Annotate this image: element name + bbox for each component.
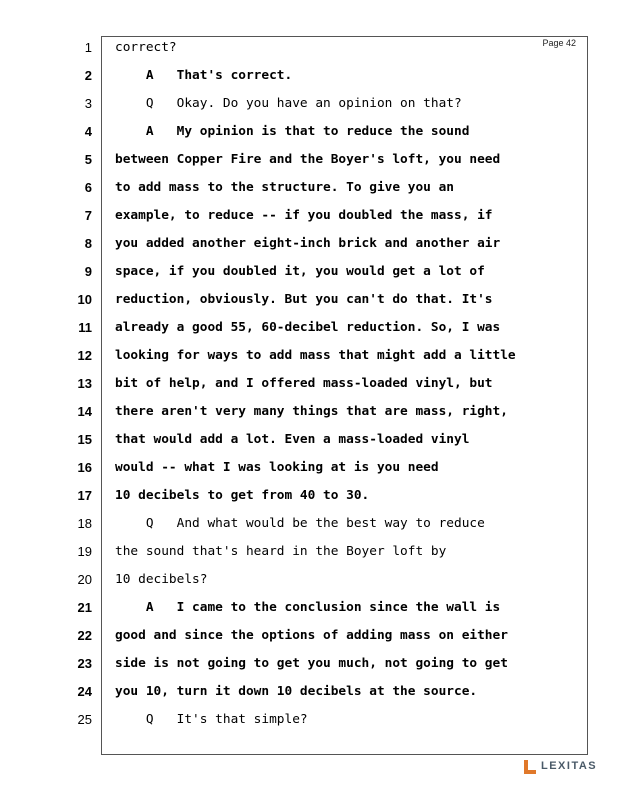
line-number: 15 bbox=[77, 432, 92, 447]
transcript-line: Q It's that simple? bbox=[115, 712, 308, 727]
transcript-line: Q Okay. Do you have an opinion on that? bbox=[115, 96, 462, 111]
transcript-line: space, if you doubled it, you would get a lot of bbox=[115, 264, 485, 279]
lexitas-logo bbox=[524, 756, 597, 776]
line-number: 16 bbox=[77, 460, 92, 475]
lexitas-logo-mark-icon bbox=[524, 758, 538, 774]
transcript-line: you added another eight-inch brick and another air bbox=[115, 236, 501, 251]
transcript-line: between Copper Fire and the Boyer's loft, you need bbox=[115, 152, 501, 167]
line-number: 7 bbox=[84, 208, 92, 223]
line-number: 14 bbox=[77, 404, 92, 419]
transcript-line: 10 decibels to get from 40 to 30. bbox=[115, 488, 370, 503]
transcript-line: you 10, turn it down 10 decibels at the source. bbox=[115, 684, 478, 699]
line-number: 3 bbox=[84, 96, 92, 111]
line-number: 19 bbox=[77, 544, 92, 559]
line-number: 12 bbox=[77, 348, 92, 363]
lexitas-logo-text: LEXITAS bbox=[541, 760, 598, 772]
line-number: 20 bbox=[77, 572, 92, 587]
transcript-line: there aren't very many things that are mass, right, bbox=[115, 404, 508, 419]
line-number: 4 bbox=[84, 124, 92, 139]
line-number: 17 bbox=[77, 488, 92, 503]
transcript-line: side is not going to get you much, not going to get bbox=[115, 656, 508, 671]
transcript-line: correct? bbox=[115, 40, 177, 55]
transcript-line: reduction, obviously. But you can't do that. It's bbox=[115, 292, 493, 307]
line-number: 5 bbox=[84, 152, 92, 167]
line-number: 8 bbox=[84, 236, 92, 251]
transcript-line: good and since the options of adding mass on either bbox=[115, 628, 508, 643]
line-number: 2 bbox=[84, 68, 92, 83]
transcript-line: example, to reduce -- if you doubled the mass, if bbox=[115, 208, 493, 223]
line-number: 25 bbox=[77, 712, 92, 727]
line-number: 13 bbox=[77, 376, 92, 391]
transcript-line: would -- what I was looking at is you need bbox=[115, 460, 439, 475]
transcript-line: A I came to the conclusion since the wall is bbox=[115, 600, 501, 615]
line-number: 24 bbox=[77, 684, 92, 699]
transcript-line: Q And what would be the best way to reduce bbox=[115, 516, 485, 531]
transcript-line: A That's correct. bbox=[115, 68, 293, 83]
line-number: 1 bbox=[84, 40, 92, 55]
transcript-line: to add mass to the structure. To give you an bbox=[115, 180, 454, 195]
line-number: 11 bbox=[78, 320, 92, 335]
line-number: 23 bbox=[77, 656, 92, 671]
line-number: 6 bbox=[84, 180, 92, 195]
line-number: 9 bbox=[84, 264, 92, 279]
transcript-line: looking for ways to add mass that might add a little bbox=[115, 348, 516, 363]
line-number: 22 bbox=[77, 628, 92, 643]
transcript-line: the sound that's heard in the Boyer loft by bbox=[115, 544, 447, 559]
transcript-line: that would add a lot. Even a mass-loaded vinyl bbox=[115, 432, 470, 447]
transcript-line: already a good 55, 60-decibel reduction. So, I was bbox=[115, 320, 501, 335]
transcript-line: 10 decibels? bbox=[115, 572, 208, 587]
transcript-page-frame bbox=[101, 36, 588, 755]
line-number: 18 bbox=[77, 516, 92, 531]
page-number-label: Page 42 bbox=[542, 38, 576, 48]
line-number: 21 bbox=[77, 600, 92, 615]
transcript-line: A My opinion is that to reduce the sound bbox=[115, 124, 470, 139]
transcript-line: bit of help, and I offered mass-loaded vinyl, but bbox=[115, 376, 493, 391]
line-number: 10 bbox=[77, 292, 92, 307]
